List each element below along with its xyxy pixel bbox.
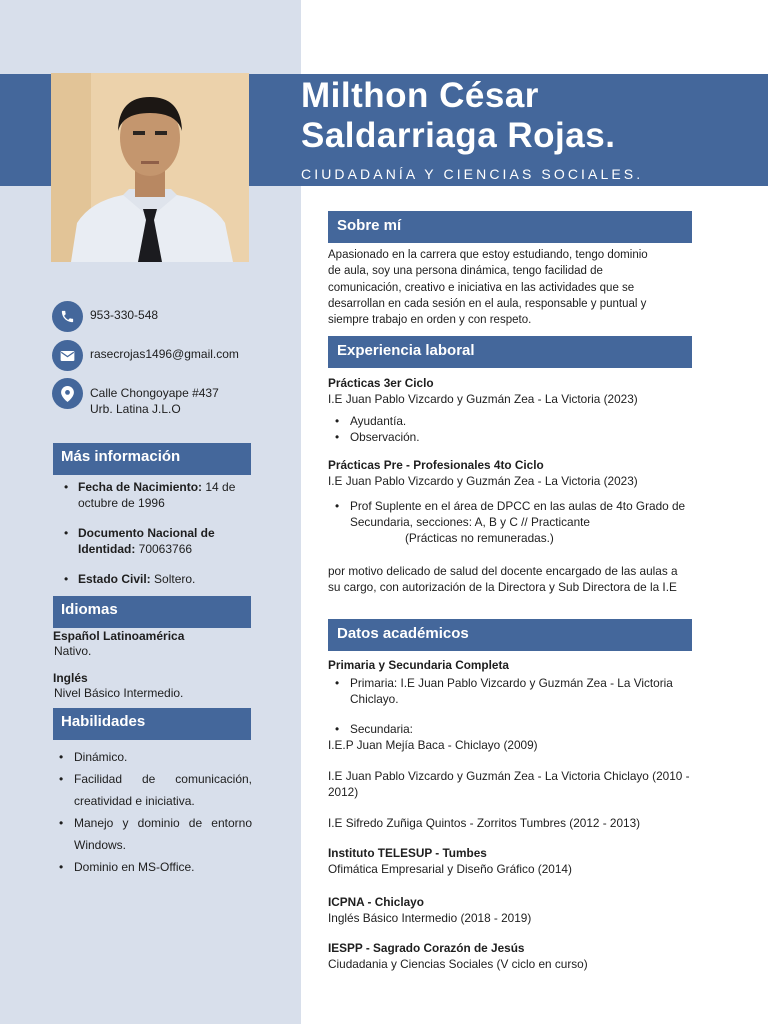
school-title: Primaria y Secundaria Completa — [328, 658, 509, 672]
about-line: de aula, soy una persona dinámica, tengo facilidad de — [328, 265, 603, 278]
address-line-1: Calle Chongoyape #437 — [90, 386, 219, 400]
institution-block — [328, 940, 738, 972]
about-paragraph — [328, 247, 708, 328]
language-level: Nivel Básico Intermedio. — [54, 686, 184, 700]
profession-subtitle: CIUDADANÍA Y CIENCIAS SOCIALES. — [301, 166, 644, 182]
name-line-1: Milthon César — [301, 76, 539, 115]
list-item — [328, 721, 738, 737]
language-item — [53, 671, 183, 701]
list-item: • Dominio en MS-Office. — [56, 856, 252, 878]
list-item: • Facilidad de comunicación, creatividad e iniciativa. — [56, 768, 252, 812]
list-item — [60, 479, 258, 511]
secondary-school: 2012) — [328, 785, 359, 799]
school-list — [328, 675, 738, 737]
task-line: • Prof Suplente en el área de DPCC en las aulas de 4to Grado de — [350, 499, 686, 513]
dni-value: 70063766 — [135, 542, 193, 556]
about-line: siempre trabajo en orden y con respeto. — [328, 314, 532, 327]
profile-photo — [51, 73, 249, 262]
list-item: • Manejo y dominio de entorno Windows. — [56, 812, 252, 856]
contact-address-row — [52, 378, 219, 417]
institution-desc: Inglés Básico Intermedio (2018 - 2019) — [328, 911, 532, 925]
institution-block — [328, 894, 738, 926]
about-line: desarrollan en cada sesión en el aula, responsable y puntual y — [328, 297, 647, 310]
primary-line: • Primaria: I.E Juan Pablo Vizcardo y Guzmán Zea - La Victoria — [350, 676, 673, 690]
note-line: su cargo, con autorización de la Directora y Sub Directora de la I.E — [328, 580, 677, 594]
phone-number: 953-330-548 — [90, 308, 159, 322]
education-heading: Datos académicos — [328, 619, 692, 651]
full-name — [301, 76, 761, 156]
list-item — [328, 675, 738, 707]
job-1 — [328, 375, 738, 445]
task-line: Secundaria, secciones: A, B y C // Practicante — [350, 515, 590, 529]
more-info-list — [60, 479, 258, 587]
job-place: I.E Juan Pablo Vizcardo y Guzmán Zea - La Victoria (2023) — [328, 392, 638, 406]
more-info-heading: Más información — [53, 443, 251, 475]
skills-heading: Habilidades — [53, 708, 251, 740]
mail-icon — [52, 340, 83, 371]
experience-note — [328, 563, 738, 595]
institution-title: Instituto TELESUP - Tumbes — [328, 846, 487, 860]
task-text: • Observación. — [350, 430, 420, 444]
skills-list — [56, 746, 252, 878]
contact-email-row — [52, 340, 239, 371]
job-title: Prácticas 3er Ciclo — [328, 376, 434, 390]
phone-icon — [52, 301, 83, 332]
civil-status-value: Soltero. — [150, 572, 196, 586]
languages-heading: Idiomas — [53, 596, 251, 628]
language-level: Nativo. — [54, 644, 92, 658]
note-line: por motivo delicado de salud del docente encargado de las aulas a — [328, 564, 678, 578]
job-place: I.E Juan Pablo Vizcardo y Guzmán Zea - La Victoria (2023) — [328, 474, 638, 488]
name-line-2: Saldarriaga Rojas. — [301, 116, 616, 155]
about-line: comunicación, creativo e iniciativa en las actividades que se — [328, 281, 635, 294]
job-task-list — [328, 413, 738, 445]
contact-phone-row — [52, 301, 158, 332]
about-line: Apasionado en la carrera que estoy estudiando, tengo dominio — [328, 249, 648, 261]
institution-desc: Ciudadania y Ciencias Sociales (V ciclo en curso) — [328, 957, 588, 971]
list-item: • Dinámico. — [56, 746, 252, 768]
dni-label: Documento Nacional de Identidad: — [78, 526, 215, 556]
language-item — [53, 629, 184, 659]
job-2 — [328, 457, 738, 546]
language-name: Español Latinoamérica — [53, 629, 185, 643]
email-address[interactable]: rasecrojas1496@gmail.com — [90, 347, 239, 361]
secondary-school: I.E.P Juan Mejía Baca - Chiclayo (2009) — [328, 738, 538, 752]
institution-title: ICPNA - Chiclayo — [328, 895, 424, 909]
experience-heading: Experiencia laboral — [328, 336, 692, 368]
list-item — [328, 429, 738, 445]
language-name: Inglés — [53, 671, 88, 685]
location-pin-icon — [52, 378, 83, 409]
institution-title: IESPP - Sagrado Corazón de Jesús — [328, 941, 525, 955]
list-item — [60, 525, 258, 557]
job-title: Prácticas Pre - Profesionales 4to Ciclo — [328, 458, 544, 472]
institution-block — [328, 845, 738, 877]
task-line: (Prácticas no remuneradas.) — [405, 531, 554, 545]
secondary-school: I.E Juan Pablo Vizcardo y Guzmán Zea - La Victoria Chiclayo (2010 - — [328, 769, 690, 783]
address-line-2: Urb. Latina J.L.O — [90, 402, 181, 416]
primary-line: Chiclayo. — [350, 692, 399, 706]
birth-value: 14 de octubre de 1996 — [78, 480, 236, 510]
list-item — [328, 498, 738, 546]
secondary-school: I.E Sifredo Zuñiga Quintos - Zorritos Tumbres (2012 - 2013) — [328, 816, 641, 830]
civil-status-label: Estado Civil: — [78, 572, 151, 586]
task-text: • Ayudantía. — [350, 414, 407, 428]
birth-label: Fecha de Nacimiento: — [78, 480, 203, 494]
about-heading: Sobre mí — [328, 211, 692, 243]
list-item — [328, 413, 738, 429]
job-task-list — [328, 498, 738, 546]
institution-desc: Ofimática Empresarial y Diseño Gráfico (2014) — [328, 862, 572, 876]
secondary-label: • Secundaria: — [350, 722, 413, 736]
list-item — [60, 571, 258, 587]
school-block — [328, 657, 738, 831]
